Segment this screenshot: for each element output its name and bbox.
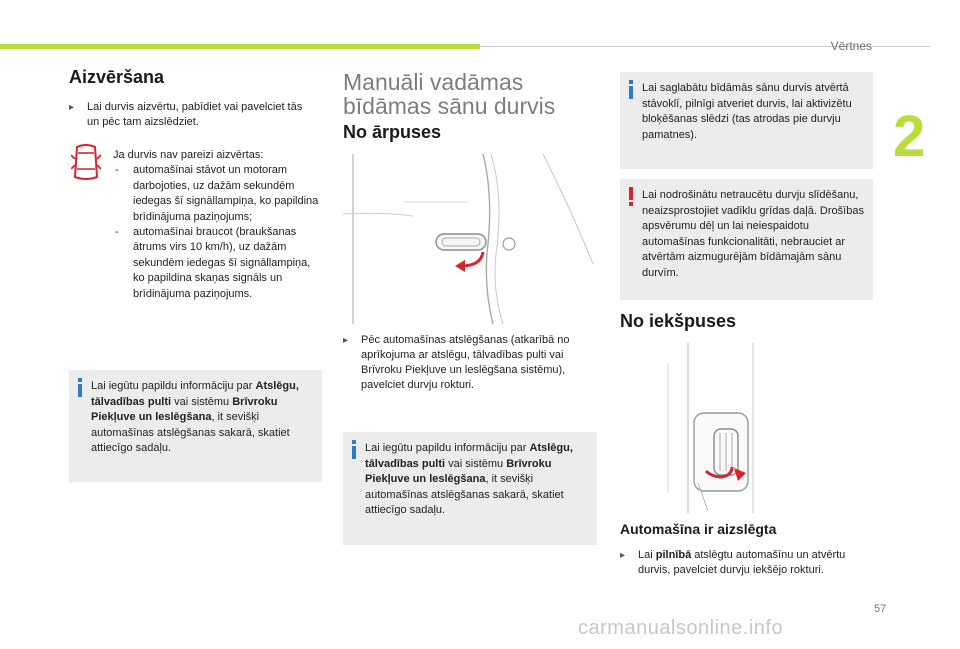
info-icon xyxy=(626,80,636,99)
title-sliding-doors: Manuāli vadāmas bīdāmas sānu durvis xyxy=(343,69,556,119)
outside-bullet xyxy=(343,333,605,393)
closing-bullet-text: Lai durvis aizvērtu, pabīdiet vai pavelciet tās un pēc tam aizslēdziet. xyxy=(87,101,303,128)
heading-from-inside: No iekšpuses xyxy=(620,311,737,331)
bullet-arrow-icon: ▸ xyxy=(620,550,626,561)
bullet-arrow-icon: ▸ xyxy=(343,335,349,346)
door-open-warning-icon xyxy=(71,143,101,188)
heading-closing: Aizvēršana xyxy=(69,67,165,87)
page-number: 57 xyxy=(874,603,887,615)
warning-box-text: Lai nodrošinātu netraucētu durvju slīdēšanu, neaizsprostojiet vadīklu grīdas daļā. Drošības apsvērumu dēļ un lai neiespaidotu automašīnas funkcionalitāti, nebrauciet ar atvērtām aizmugurējām bīdāmajām sānu durvīm. xyxy=(642,189,864,279)
info-icon xyxy=(349,440,359,459)
info-box-text: Lai saglabātu bīdāmās sānu durvis atvērtā stāvoklī, pilnīgi atveriet durvis, lai aktivizētu bloķēšanas slēdzi (tas atrodas pie durvju pamatnes). xyxy=(642,82,852,141)
illustration-outside-handle xyxy=(343,154,598,324)
warning-box-sliding xyxy=(620,179,873,300)
section-label: Vērtnes xyxy=(830,39,872,53)
inside-bullet xyxy=(620,548,875,578)
info-box-keys-col1 xyxy=(69,370,322,482)
door-warning-item: - automašīnai braucot (braukšanas ātrums virs 10 km/h), uz dažām sekundēm iedegas šī signāllampiņa, ko papildina skaņas signāls un brīdinājuma paziņojums. xyxy=(115,226,311,300)
illustration-inside-handle xyxy=(658,343,771,513)
door-warning-text xyxy=(113,148,323,302)
info-box-lock-open xyxy=(620,72,873,169)
info-icon xyxy=(75,378,85,397)
warning-exclamation-icon xyxy=(626,187,636,208)
inside-bullet-text: Lai pilnībā atslēgtu automašīnu un atvērtu durvis, pavelciet durvju iekšējo rokturi. xyxy=(638,549,846,576)
info-box-keys-col2 xyxy=(343,432,597,545)
door-warning-intro: Ja durvis nav pareizi aizvērtas: xyxy=(113,149,264,161)
heading-from-outside: No ārpuses xyxy=(343,122,442,142)
closing-bullet xyxy=(69,100,309,130)
bullet-arrow-icon: ▸ xyxy=(69,102,75,113)
outside-bullet-text: Pēc automašīnas atslēgšanas (atkarībā no aprīkojuma ar atslēgu, tālvadības pulti vai Brīvroku Piekļuve un leslēgšana sistēmu), pavelciet durvju rokturi. xyxy=(361,334,570,391)
info-box-text: Lai iegūtu papildu informāciju par Atslēgu, tālvadības pulti vai sistēmu Brīvroku Piekļuve un leslēgšana, it sevišķi automašīnas atslēgšanas sakarā, skatiet attiecīgo sadaļu. xyxy=(91,380,299,455)
heading-vehicle-locked: Automašīna ir aizslēgta xyxy=(620,521,777,537)
chapter-number: 2 xyxy=(893,104,926,169)
door-warning-item: - automašīnai stāvot un motoram darbojoties, uz dažām sekundēm iedegas šī signāllampiņa, ko papildina brīdinājuma paziņojums; xyxy=(115,164,319,223)
info-box-text: Lai iegūtu papildu informāciju par Atslēgu, tālvadības pulti vai sistēmu Brīvroku Piekļuve un leslēgšana, it sevišķi automašīnas atslēgšanas sakarā, skatiet attiecīgo sadaļu. xyxy=(365,442,573,517)
watermark: carmanualsonline.info xyxy=(578,617,784,639)
header-accent-bar xyxy=(0,44,480,49)
